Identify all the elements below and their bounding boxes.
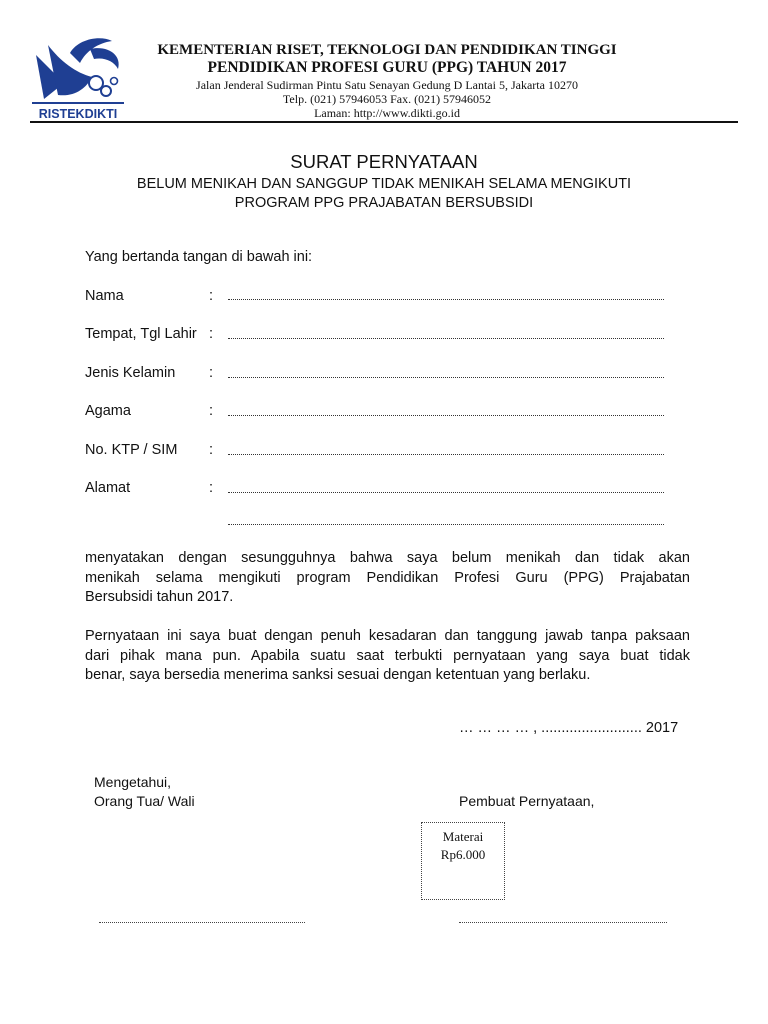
paragraph-line: dari pihak mana pun. Apabila suatu saat terbukti pernyataan yang saya buat tidak bbox=[85, 647, 690, 664]
website-line: Laman: http://www.dikti.go.id bbox=[314, 106, 460, 120]
paragraph-line: menyatakan dengan sesungguhnya bahwa saya belum menikah dan tidak akan bbox=[85, 550, 690, 566]
paragraph-line: Bersubsidi tahun 2017. bbox=[85, 589, 234, 605]
field-label: Nama bbox=[85, 288, 124, 304]
field-label: No. KTP / SIM bbox=[85, 442, 178, 458]
field-fill-line[interactable] bbox=[228, 338, 664, 339]
paragraph-line: menikah selama mengikuti program Pendidikan Profesi Guru (PPG) Prajabatan bbox=[85, 569, 690, 586]
intro-text: Yang bertanda tangan di bawah ini: bbox=[85, 249, 313, 265]
statement-paragraph bbox=[85, 549, 690, 608]
guardian-label: Orang Tua/ Wali bbox=[94, 793, 195, 809]
address-line: Jalan Jenderal Sudirman Pintu Satu Senayan Gedung D Lantai 5, Jakarta 10270 bbox=[196, 78, 578, 92]
ministry-name: KEMENTERIAN RISET, TEKNOLOGI DAN PENDIDIKAN TINGGI bbox=[157, 42, 617, 58]
field-colon: : bbox=[209, 480, 214, 496]
field-fill-line-2[interactable] bbox=[228, 524, 664, 525]
field-fill-line[interactable] bbox=[228, 377, 664, 378]
stamp-value: Rp6.000 bbox=[440, 847, 486, 862]
field-colon: : bbox=[209, 326, 214, 342]
declaration-paragraph bbox=[85, 627, 690, 686]
program-name: PENDIDIKAN PROFESI GURU (PPG) TAHUN 2017 bbox=[207, 59, 567, 76]
document-subtitle-1: BELUM MENIKAH DAN SANGGUP TIDAK MENIKAH SELAMA MENGIKUTI bbox=[136, 176, 632, 192]
ristekdikti-logo bbox=[30, 33, 126, 121]
field-label: Alamat bbox=[85, 480, 131, 496]
declarant-signature-line[interactable] bbox=[459, 922, 667, 923]
field-colon: : bbox=[209, 288, 214, 304]
field-colon: : bbox=[209, 403, 214, 419]
letterhead-rule bbox=[30, 121, 738, 123]
field-fill-line[interactable] bbox=[228, 454, 664, 455]
field-label: Jenis Kelamin bbox=[85, 365, 176, 381]
paragraph-line: Pernyataan ini saya buat dengan penuh kesadaran dan tanggung jawab tanpa paksaan bbox=[85, 628, 690, 644]
paragraph-line: benar, saya bersedia menerima sanksi sesuai dengan ketentuan yang berlaku. bbox=[85, 667, 591, 683]
field-label: Tempat, Tgl Lahir bbox=[85, 326, 197, 342]
declarant-label: Pembuat Pernyataan, bbox=[459, 793, 595, 809]
field-fill-line[interactable] bbox=[228, 492, 664, 493]
document-title: SURAT PERNYATAAN bbox=[290, 151, 478, 172]
field-fill-line[interactable] bbox=[228, 415, 664, 416]
phone-line: Telp. (021) 57946053 Fax. (021) 57946052 bbox=[282, 92, 492, 106]
guardian-signature-line[interactable] bbox=[99, 922, 305, 923]
field-fill-line[interactable] bbox=[228, 299, 664, 300]
field-colon: : bbox=[209, 442, 214, 458]
stamp-duty-box bbox=[421, 822, 505, 900]
field-colon: : bbox=[209, 365, 214, 381]
logo-wordmark: RISTEKDIKTI bbox=[38, 107, 118, 121]
field-label: Agama bbox=[85, 403, 131, 419]
acknowledged-label: Mengetahui, bbox=[94, 774, 172, 790]
stamp-label: Materai bbox=[442, 829, 484, 844]
document-subtitle-2: PROGRAM PPG PRAJABATAN BERSUBSIDI bbox=[234, 195, 534, 211]
place-date-line[interactable]: … … … … , ......................... 2017 bbox=[459, 720, 679, 736]
